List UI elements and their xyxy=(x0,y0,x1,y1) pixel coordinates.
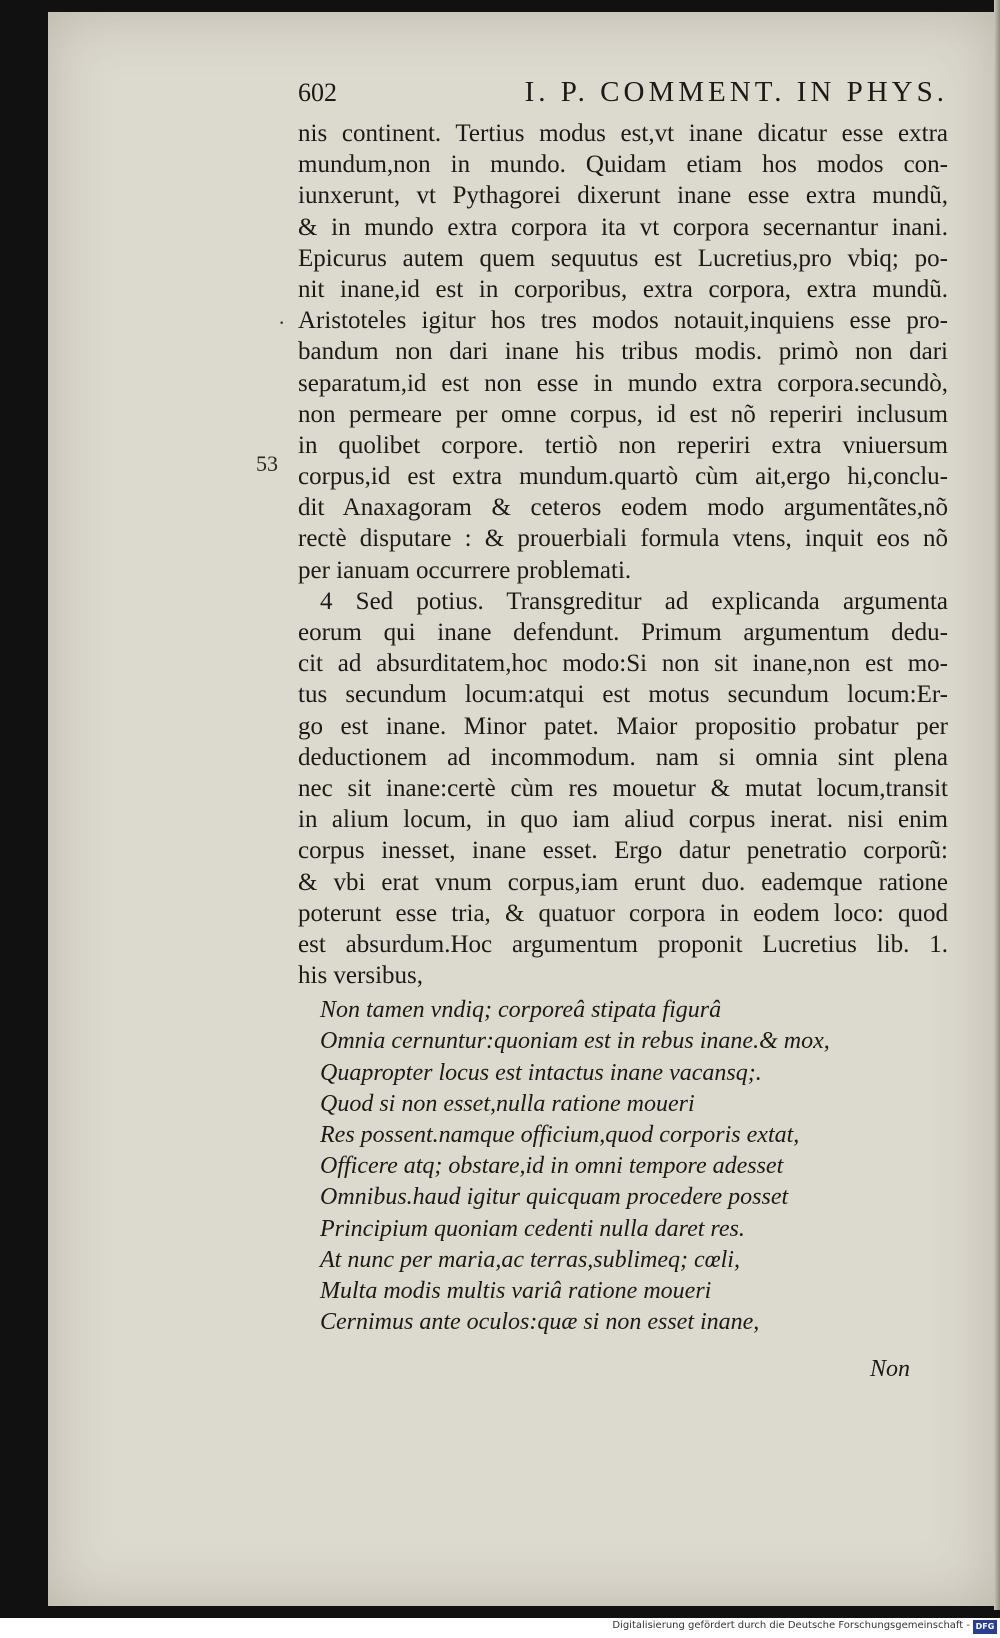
dfg-logo-icon: DFG xyxy=(973,1620,997,1634)
text-line: in quolibet corpore. tertiò non reperiri extra vniuersum xyxy=(298,431,948,459)
running-title: I. P. COMMENT. IN PHYS. xyxy=(524,76,948,108)
text-line: dit Anaxagoram & ceteros eodem modo argumentãtes,nõ xyxy=(298,494,948,522)
text-block xyxy=(298,76,948,1383)
margin-note: 53 xyxy=(256,451,278,476)
text-line: separatum,id est non esse in mundo extra corpora.secundò, xyxy=(298,369,948,397)
footer-strip xyxy=(0,1618,1000,1638)
text-line: & vbi erat vnum corpus,iam erunt duo. eademque ratione xyxy=(298,868,948,896)
verse-line: Officere atq; obstare,id in omni tempore adesset xyxy=(320,1153,784,1180)
text-line: rectè disputare : & prouerbiali formula vtens, inquit eos nõ xyxy=(298,525,948,553)
text-line: 4 Sed potius. Transgreditur ad explicanda argumenta xyxy=(320,587,948,615)
text-line: corpus,id est extra mundum.quartò cùm ait,ergo hi,conclu- xyxy=(298,463,948,491)
text-line: eorum qui inane defendunt. Primum argumentum dedu- xyxy=(298,619,948,646)
page-edge xyxy=(994,0,1000,1610)
paragraph-2 xyxy=(298,586,948,991)
margin-dot: · xyxy=(278,310,286,335)
text-line: corpus inesset, inane esset. Ergo datur penetratio corporũ: xyxy=(298,837,948,865)
verse-line: Res possent.namque officium,quod corporis extat, xyxy=(320,1122,800,1148)
verse-line: Principium quoniam cedenti nulla daret res. xyxy=(320,1215,745,1242)
text-line: Epicurus autem quem sequutus est Lucretius,pro vbiq; po- xyxy=(298,244,948,272)
catchword: Non xyxy=(869,1356,910,1383)
text-line: est absurdum.Hoc argumentum proponit Lucretius lib. 1. xyxy=(298,930,948,958)
text-line: poterunt esse tria, & quatuor corpora in eodem loco: quod xyxy=(298,899,948,927)
text-line: nis continent. Tertius modus est,vt inane dicatur esse extra xyxy=(298,120,948,147)
verse-line: Multa modis multis variâ ratione moueri xyxy=(320,1277,712,1304)
folio-number: 602 xyxy=(298,78,337,107)
text-line: non permeare per omne corpus, id est nõ reperiri inclusum xyxy=(298,400,948,428)
text-line: deductionem ad incommodum. nam si omnia sint plena xyxy=(298,743,948,771)
verse-line: Omnibus.haud igitur quicquam procedere posset xyxy=(320,1184,789,1211)
verse-quotation xyxy=(298,995,948,1338)
text-line: bandum non dari inane his tribus modis. primò non dari xyxy=(298,338,948,366)
verse-line: At nunc per maria,ac terras,sublimeq; cœli, xyxy=(320,1246,740,1273)
verse-line: Non tamen vndiq; corporeâ stipata figurâ xyxy=(320,997,722,1024)
page-header xyxy=(298,76,948,118)
footer-credit: Digitalisierung gefördert durch die Deutsche Forschungsgemeinschaft - xyxy=(612,1620,970,1631)
text-line: nec sit inane:certè cùm res mouetur & mutat locum,transit xyxy=(298,774,948,802)
text-line: mundum,non in mundo. Quidam etiam hos modos con- xyxy=(298,151,948,179)
text-line: in alium locum, in quo iam aliud corpus inerat. nisi enim xyxy=(298,806,948,834)
text-line: per ianuam occurrere problemati. xyxy=(298,556,632,584)
verse-line: Quod si non esset,nulla ratione moueri xyxy=(320,1090,695,1117)
text-line: go est inane. Minor patet. Maior propositio probatur per xyxy=(298,712,948,740)
text-line: his versibus, xyxy=(298,962,423,990)
text-line: tus secundum locum:atqui est motus secundum locum:Er- xyxy=(298,681,948,709)
text-line: Aristoteles igitur hos tres modos notauit,inquiens esse pro- xyxy=(298,307,948,335)
verse-line: Omnia cernuntur:quoniam est in rebus inane.& mox, xyxy=(320,1028,830,1055)
text-line: cit ad absurditatem,hoc modo:Si non sit inane,non est mo- xyxy=(298,650,948,678)
text-line: & in mundo extra corpora ita vt corpora secernantur inani. xyxy=(298,213,948,241)
paragraph-1 xyxy=(298,118,948,586)
verse-line: Quapropter locus est intactus inane vacansq;. xyxy=(320,1059,762,1086)
verse-line: Cernimus ante oculos:quæ si non esset inane, xyxy=(320,1309,760,1336)
text-line: nit inane,id est in corporibus, extra corpora, extra mundũ. xyxy=(298,275,948,303)
text-line: iunxerunt, vt Pythagorei dixerunt inane esse extra mundũ, xyxy=(298,182,948,210)
